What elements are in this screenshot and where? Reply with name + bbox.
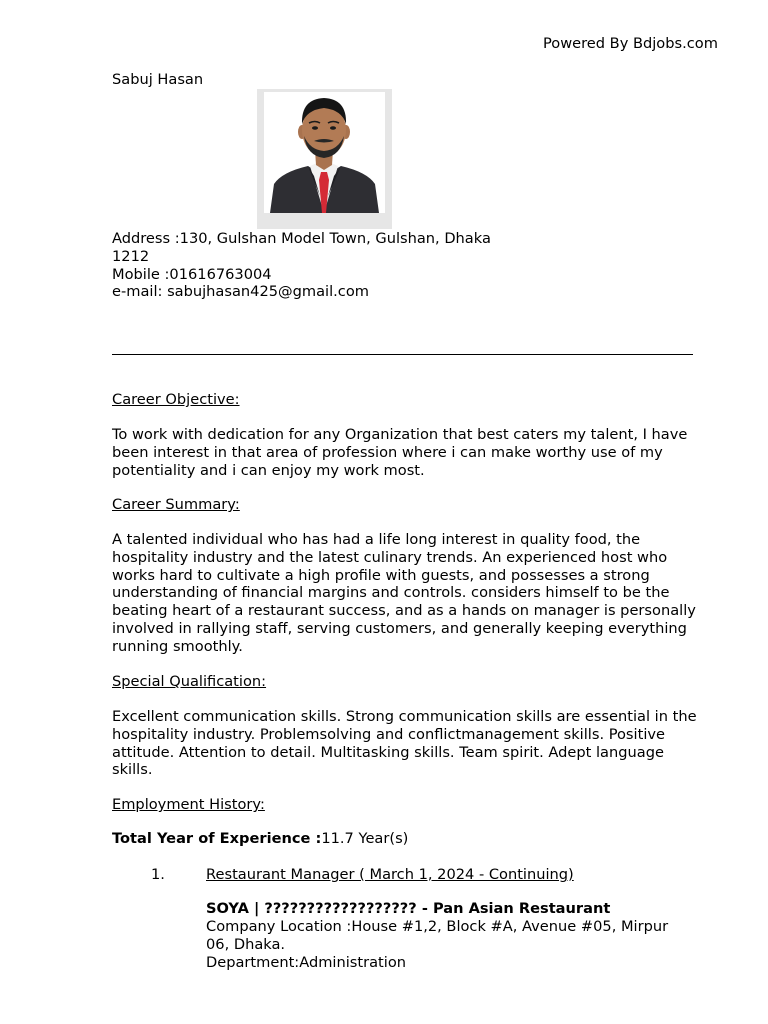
employment-history-heading: Employment History: (112, 796, 265, 813)
special-qualification-heading: Special Qualification: (112, 673, 267, 690)
job-location: Company Location :House #1,2, Block #A, Avenue #05, Mirpur 06, Dhaka. (206, 918, 669, 953)
job-company: SOYA | ?????????????????? - Pan Asian Restaurant (206, 900, 611, 917)
powered-by-text: Powered By Bdjobs.com (543, 35, 718, 52)
special-qualification-text: Excellent communication skills. Strong communication skills are essential in the hospitality industry. Problemsolving and conflictmanagement skills. Positive attitude. Attention to detail. Multitasking skills. Team spirit. Adept language skills. (112, 708, 697, 779)
section-divider (112, 354, 693, 355)
profile-photo (264, 92, 385, 213)
career-summary-heading: Career Summary: (112, 496, 240, 513)
job-title: Restaurant Manager ( March 1, 2024 - Continuing) (206, 866, 574, 883)
career-objective-text: To work with dedication for any Organization that best caters my talent, I have been interest in that area of profession where i can make worthy use of my potentiality and i can enjoy my work most. (112, 426, 688, 479)
job-number: 1. (151, 866, 165, 883)
candidate-name: Sabuj Hasan (112, 71, 204, 88)
career-summary-text: A talented individual who has had a life long interest in quality food, the hospitality industry and the latest culinary trends. An experienced host who works hard to cultivate a high profile with guests, and possesses a strong understanding of financial margins and controls. considers himself to be the beating heart of a restaurant success, and as a hands on manager is personally involved in rallying staff, serving customers, and generally keeping everything running smoothly. (112, 531, 696, 655)
total-experience (112, 830, 408, 848)
contact-block (112, 230, 552, 301)
address-line-2: 1212 (112, 247, 150, 265)
job-department: Department:Administration (206, 953, 407, 971)
email-address: e-mail: sabujhasan425@gmail.com (112, 283, 369, 301)
mobile-number: Mobile :01616763004 (112, 265, 272, 283)
career-objective-heading: Career Objective: (112, 391, 240, 408)
portrait-illustration (264, 92, 385, 213)
address-line-1: Address :130, Gulshan Model Town, Gulshan, Dhaka (112, 230, 491, 247)
total-experience-label: Total Year of Experience : (112, 830, 322, 847)
profile-photo-frame (257, 89, 392, 229)
job-details (206, 918, 676, 971)
total-experience-value: 11.7 Year(s) (321, 830, 409, 847)
